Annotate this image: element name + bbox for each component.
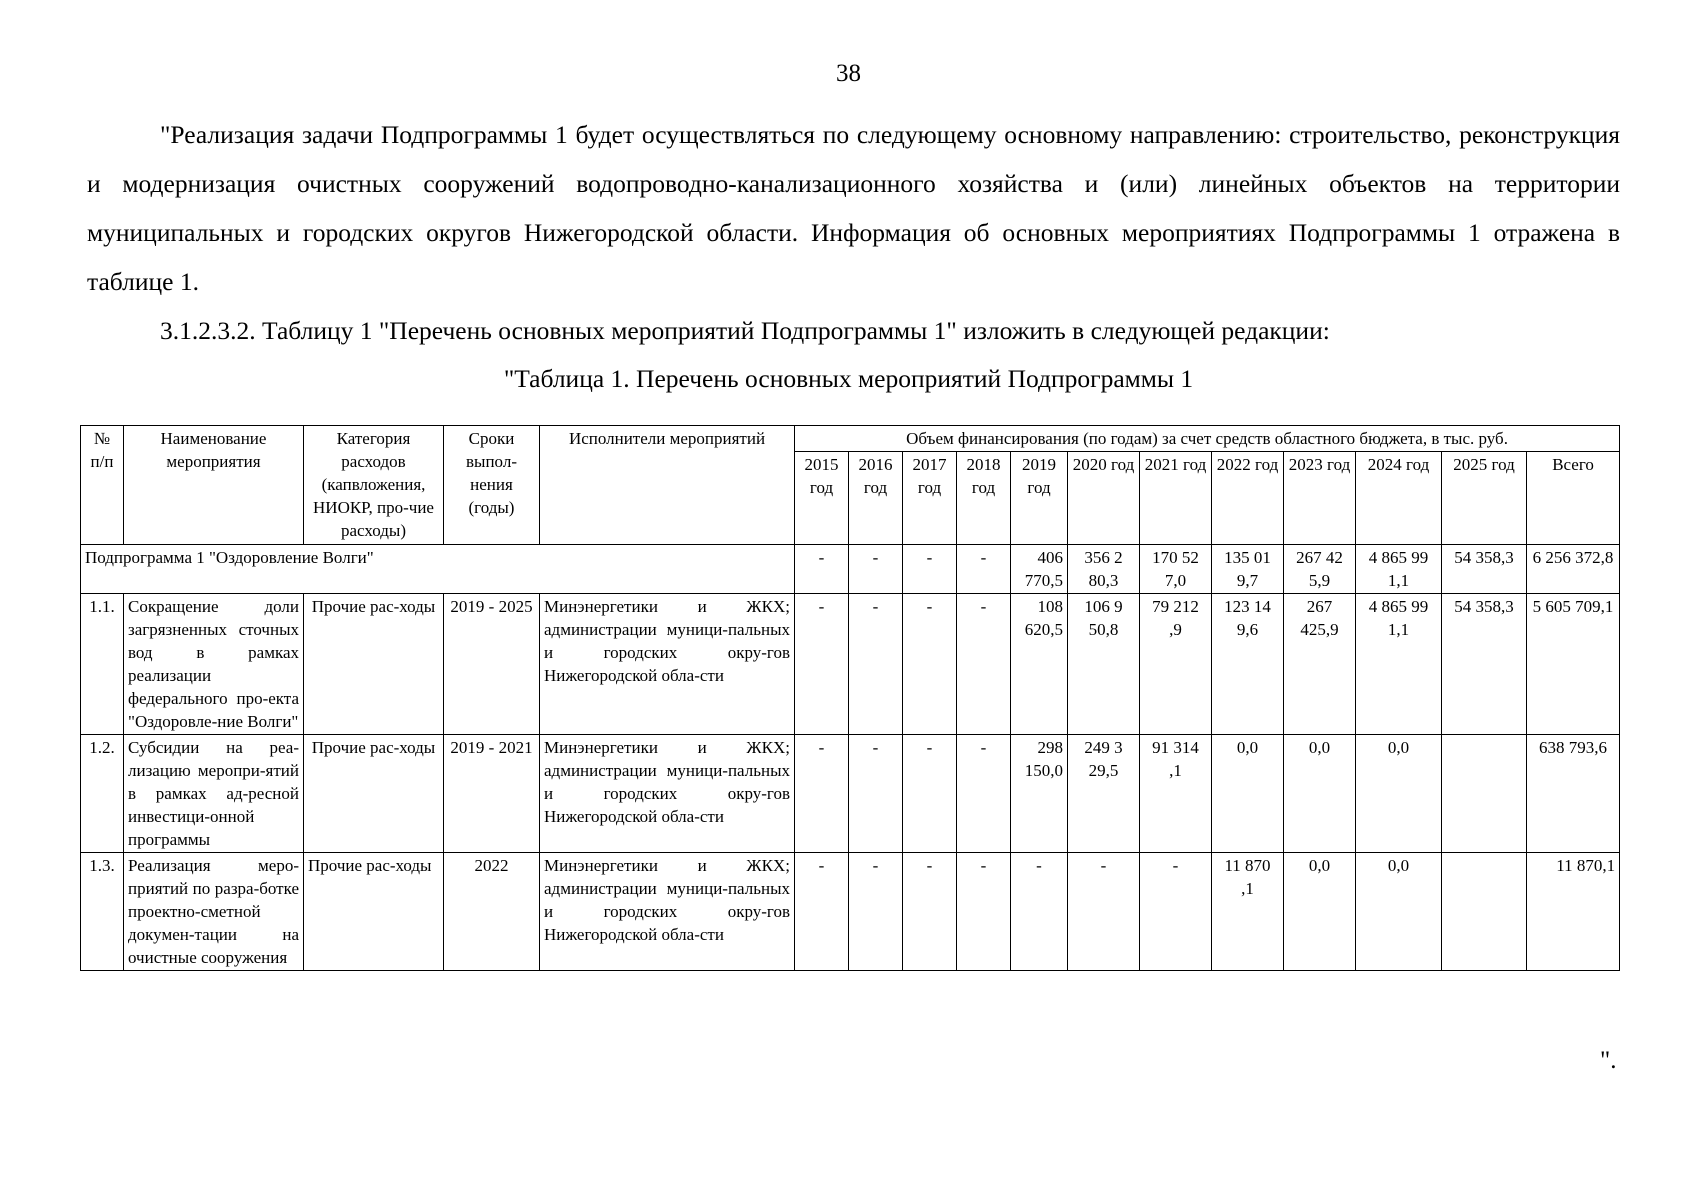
value-cell: 91 314 ,1: [1140, 735, 1212, 853]
col-header-terms: Сроки выпол-нения (годы): [444, 426, 540, 545]
value-cell: 4 865 99 1,1: [1356, 594, 1442, 735]
value-cell: 11 870 ,1: [1212, 853, 1284, 971]
expense-category: Прочие рас-ходы: [304, 594, 444, 735]
value-cell: -: [849, 594, 903, 735]
value-cell: -: [849, 853, 903, 971]
value-cell: [1442, 735, 1527, 853]
value-cell: -: [795, 545, 849, 594]
value-cell: -: [957, 545, 1011, 594]
value-cell: -: [1140, 853, 1212, 971]
value-cell: -: [795, 853, 849, 971]
value-cell: -: [1068, 853, 1140, 971]
executors: Минэнергетики и ЖКХ; администрации муници-пальных и городских окру-гов Нижегородской обла-сти: [540, 594, 795, 735]
value-cell: -: [795, 735, 849, 853]
value-cell: 54 358,3: [1442, 594, 1527, 735]
col-header-year: 2022 год: [1212, 452, 1284, 545]
value-cell: 123 14 9,6: [1212, 594, 1284, 735]
measure-name: Сокращение доли загрязненных сточных вод в рамках реализации федерального про-екта "Оздоровле-ние Волги": [124, 594, 304, 735]
expense-category: Прочие рас-ходы: [304, 853, 444, 971]
table-row: [81, 853, 1620, 971]
header-row: [81, 426, 1620, 452]
value-cell: 267 425,9: [1284, 594, 1356, 735]
value-cell: -: [849, 545, 903, 594]
col-header-year: 2020 год: [1068, 452, 1140, 545]
subprogram-label: Подпрограмма 1 "Оздоровление Волги": [81, 545, 795, 594]
value-cell: 79 212 ,9: [1140, 594, 1212, 735]
value-cell: 406 770,5: [1011, 545, 1068, 594]
value-cell: -: [903, 545, 957, 594]
measure-name: Субсидии на реа-лизацию меропри-ятий в рамках ад-ресной инвестици-онной программы: [124, 735, 304, 853]
value-cell: 0,0: [1356, 853, 1442, 971]
value-cell: 267 42 5,9: [1284, 545, 1356, 594]
value-cell: 54 358,3: [1442, 545, 1527, 594]
subprogram-total-row: [81, 545, 1620, 594]
execution-terms: 2019 - 2025: [444, 594, 540, 735]
table-row: [81, 735, 1620, 853]
value-cell: -: [903, 853, 957, 971]
measures-table: [80, 425, 1620, 971]
row-number: 1.3.: [81, 853, 124, 971]
col-header-year: 2019 год: [1011, 452, 1068, 545]
value-cell: [1442, 853, 1527, 971]
row-number: 1.1.: [81, 594, 124, 735]
value-cell: -: [795, 594, 849, 735]
value-cell: 170 52 7,0: [1140, 545, 1212, 594]
value-cell: 4 865 99 1,1: [1356, 545, 1442, 594]
col-header-year: 2017 год: [903, 452, 957, 545]
table-caption: "Таблица 1. Перечень основных мероприятий Подпрограммы 1: [503, 364, 1194, 393]
value-cell: -: [957, 853, 1011, 971]
intro-paragraph: "Реализация задачи Подпрограммы 1 будет осуществляться по следующему основному направлению: строительство, реконструкция и модернизация очистных сооружений водопроводно-канализационного хозяйства и (или) линейных объектов на территории муниципальных и городских округов Нижегородской области. Информация об основных мероприятиях Подпрограммы 1 отражена в таблице 1.: [87, 120, 1620, 296]
value-cell: -: [903, 735, 957, 853]
col-header-total: Всего: [1527, 452, 1620, 545]
col-header-year: 2021 год: [1140, 452, 1212, 545]
value-cell: 135 01 9,7: [1212, 545, 1284, 594]
row-number: 1.2.: [81, 735, 124, 853]
value-cell: -: [957, 594, 1011, 735]
executors: Минэнергетики и ЖКХ; администрации муници-пальных и городских окру-гов Нижегородской обла-сти: [540, 735, 795, 853]
measure-name: Реализация меро-приятий по разра-ботке проектно-сметной докумен-тации на очистные сооружения: [124, 853, 304, 971]
value-cell: 249 3 29,5: [1068, 735, 1140, 853]
col-header-year: 2025 год: [1442, 452, 1527, 545]
page-number: 38: [836, 60, 861, 87]
value-cell: -: [903, 594, 957, 735]
value-cell: 6 256 372,8: [1527, 545, 1620, 594]
value-cell: 0,0: [1356, 735, 1442, 853]
col-header-executors: Исполнители мероприятий: [540, 426, 795, 545]
execution-terms: 2019 - 2021: [444, 735, 540, 853]
col-header-num: № п/п: [81, 426, 124, 545]
executors: Минэнергетики и ЖКХ; администрации муници-пальных и городских окру-гов Нижегородской обла-сти: [540, 853, 795, 971]
col-header-year: 2015 год: [795, 452, 849, 545]
value-cell: 0,0: [1284, 853, 1356, 971]
value-cell: -: [957, 735, 1011, 853]
value-cell: 11 870,1: [1527, 853, 1620, 971]
value-cell: -: [1011, 853, 1068, 971]
col-header-year: 2018 год: [957, 452, 1011, 545]
col-header-category: Категория расходов (капвложения, НИОКР, про-чие расходы): [304, 426, 444, 545]
col-header-name: Наименование мероприятия: [124, 426, 304, 545]
table-row: [81, 594, 1620, 735]
amendment-paragraph: 3.1.2.3.2. Таблицу 1 "Перечень основных мероприятий Подпрограммы 1" изложить в следующей редакции:: [160, 316, 1330, 345]
expense-category: Прочие рас-ходы: [304, 735, 444, 853]
value-cell: 106 9 50,8: [1068, 594, 1140, 735]
value-cell: 5 605 709,1: [1527, 594, 1620, 735]
value-cell: 356 2 80,3: [1068, 545, 1140, 594]
col-header-year: 2023 год: [1284, 452, 1356, 545]
closing-quote-mark: ".: [1600, 1047, 1617, 1074]
value-cell: 638 793,6: [1527, 735, 1620, 853]
col-header-year: 2016 год: [849, 452, 903, 545]
value-cell: 108 620,5: [1011, 594, 1068, 735]
execution-terms: 2022: [444, 853, 540, 971]
col-header-year: 2024 год: [1356, 452, 1442, 545]
value-cell: -: [849, 735, 903, 853]
col-header-funding: Объем финансирования (по годам) за счет средств областного бюджета, в тыс. руб.: [795, 426, 1620, 452]
value-cell: 298 150,0: [1011, 735, 1068, 853]
value-cell: 0,0: [1284, 735, 1356, 853]
value-cell: 0,0: [1212, 735, 1284, 853]
